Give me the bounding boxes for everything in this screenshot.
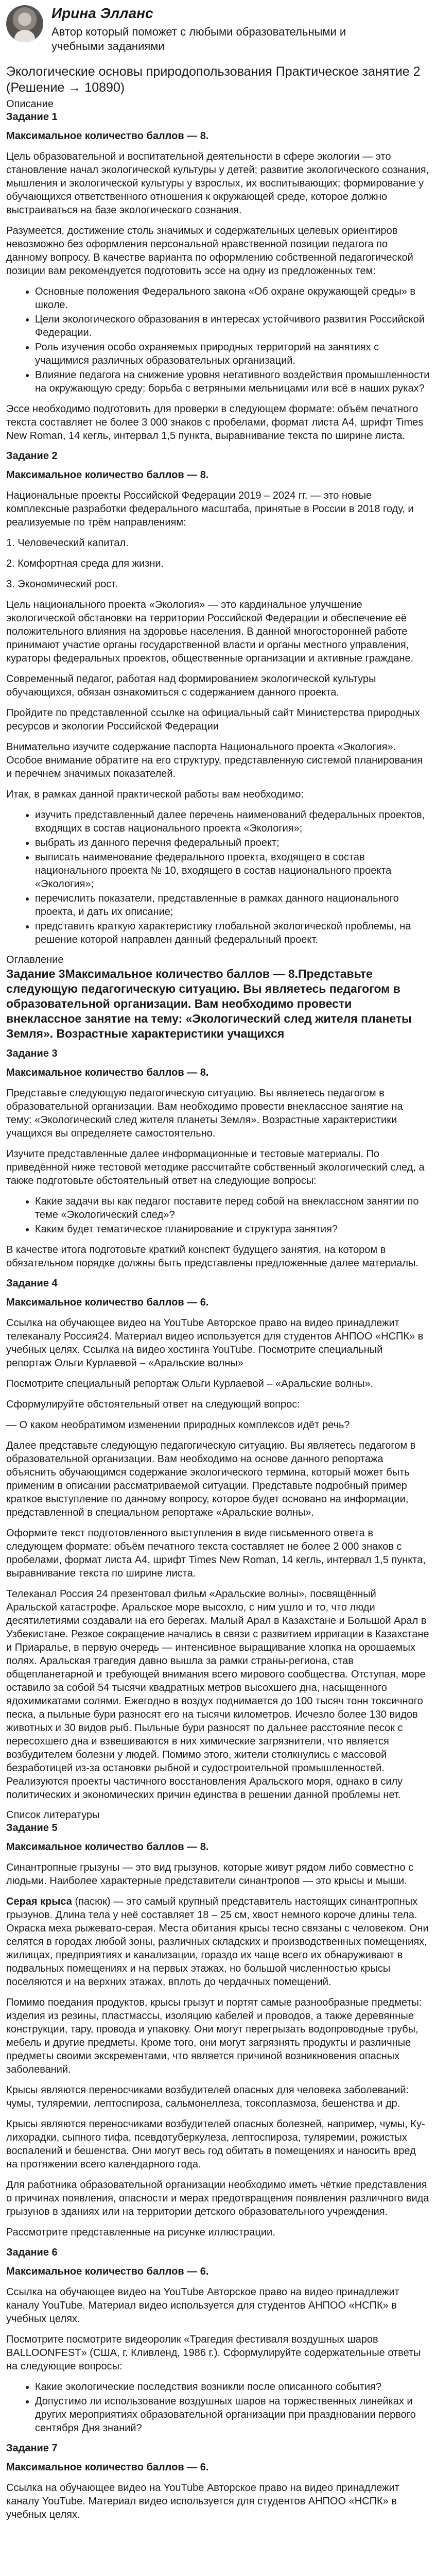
term-gray-rat: Серая крыса: [6, 1896, 72, 1907]
list-item: • перечислить показатели, представленные в рамках данного национального проекта, и дать их описание;: [35, 892, 430, 919]
task7-points: Максимальное количество баллов — 6.: [6, 2462, 209, 2473]
task4-paragraph-4: — О каком необратимом изменении природных комплексов идёт речь?: [6, 1419, 350, 1431]
task5-paragraph-4: Крысы являются переносчиками возбудителей опасных для человека заболеваний: чумы, туляремии, лептоспироза, сальмонеллеза, токсоплазмоза, бешенства и др.: [6, 2084, 409, 2109]
task3-summary-heading: Задание 3Максимальное количество баллов — 8.Представьте следующую педагогическую ситуацию. Вы являетесь педагогом в образовательной организации. Вам необходимо провести внеклассное занятие на тему: «Экологический след жителя планеты Земля». Возрастные характеристики учащихся: [6, 967, 412, 1040]
page-title: Экологические основы природопользования Практическое занятие 2 (Решение → 10890): [6, 64, 421, 95]
task6-heading: Задание 6: [6, 2247, 58, 2258]
list-item: • Влияние педагога на снижение уровня негативного воздействия промышленности на окружающую среду: борьба с ветряными мельницами или всё в наших руках?: [35, 368, 430, 395]
list-item: • изучить представленный далее перечень наименований федеральных проектов, входящих в состав национального проекта «Экология»;: [35, 808, 430, 835]
list-item: • выбрать из данного перечня федеральный проект;: [35, 836, 430, 850]
task5-paragraph-6: Для работника образовательной организации необходимо иметь чёткие представления о причинах появления, опасности и мерах предотвращения появления различного вида грызунов в зданиях или на территории детского образовательного учреждения.: [6, 2179, 429, 2217]
description-label: Описание: [6, 98, 54, 110]
task2-heading: Задание 2: [6, 450, 58, 462]
list-item: • Цели экологического образования в интересах устойчивого развития Российской Федерации.: [35, 313, 430, 340]
task3-points: Максимальное количество баллов — 8.: [6, 1067, 209, 1078]
task4-paragraph-6: Оформите текст подготовленного выступления в виде письменного ответа в следующем формате: объём печатного текста составляет не более 2 000 знаков с пробелами, формат листа А4, шрифт Times New Roman, 14 кегль, интервал 1,5 пункта, выравнивание текста по ширине листа.: [6, 1528, 426, 1579]
task3-question-list: [6, 1195, 430, 1236]
task2-direction-1: 1. Человеческий капитал.: [6, 537, 129, 549]
task5-paragraph-2: [6, 1895, 430, 1989]
author-info: [51, 5, 371, 54]
list-item: • представить краткую характеристику глобальной экологической проблемы, на решение которой направлен данный федеральный проект.: [35, 920, 430, 946]
task5-paragraph-7: Рассмотрите представленные на рисунке иллюстрации.: [6, 2227, 275, 2238]
task1-heading: Задание 1: [6, 111, 58, 123]
task2-paragraph-1: Национальные проекты Российской Федерации 2019 – 2024 гг. — это новые комплексные разработки федерального масштаба, принятые в России в 2018 году, и реализуемые по трём направлениям:: [6, 490, 414, 528]
task2-direction-3: 3. Экономический рост.: [6, 579, 118, 590]
task4-paragraph-1: Ссылка на обучающее видео на YouTube Авторское право на видео принадлежит телеканалу Россия24. Материал видео используется для студентов АНПОО «НСПК» в учебных целях. Ссылка на видео хостинга YouTube. Посмотрите специальный репортаж Ольги Курлаевой – «Аральские волны»: [6, 1317, 424, 1369]
task3-heading: Задание 3: [6, 1048, 58, 1059]
task4-paragraph-2: Посмотрите специальный репортаж Ольги Курлаевой – «Аральские волны».: [6, 1378, 374, 1389]
references-label[interactable]: Список литературы: [6, 1809, 100, 1821]
task2-paragraph-3: Современный педагог, работая над формированием экологической культуры обучающихся, обязан ознакомиться с содержанием данного проекта.: [6, 673, 376, 698]
task4-heading: Задание 4: [6, 1278, 58, 1289]
task5-paragraph-5: Крысы являются переносчиками возбудителей опасных болезней, например, чумы, Ку-лихорадки, сыпного тифа, псевдотуберкулеза, лептоспироза, туляремии, рожистых воспалений и бешенства. Они могут весь год обитать в помещениях и наносить вред на протяжении всего календарного года.: [6, 2119, 425, 2170]
author-description: Автор который поможет с любыми образовательными и учебными заданиями: [51, 25, 346, 53]
author-name[interactable]: Ирина Элланс: [51, 5, 153, 21]
list-item: • Какие задачи вы как педагог поставите перед собой на внеклассном занятии по теме «Экологический след»?: [35, 1195, 430, 1222]
task2-step-list: [6, 808, 430, 946]
task4-paragraph-7: Телеканал Россия 24 презентовал фильм «Аральские волны», посвящённый Аральской катастрофе. Аральское море высохло, с ним ушло и то, что люди десятилетиями создавали на его берегах. Малый Арал в Казахстане и Большой Арал в Узбекистане. Резкое сокращение начались в связи с развитием ирригации в Казахстане и Приаралье, в первую очередь — интенсивное выращивание хлопка на орошаемых полях. Аральская трагедия давно вышла за рамки страны-региона, став общепланетарной и требующей внимания всего мирового сообщества. Отступая, море оставило за собой 54 тысячи квадратных метров высохшего дна, насыщенного ядохимикатами солями. Ежегодно в воздух поднимается до 100 тысяч тонн токсичного песка, а пыльные бури разносят его на тысячи километров. Исчезло более 130 видов животных и 30 видов рыб. Пыльные бури разносят по дальнее расстояние песок с пересохшего дна и взвешиваются в них химические загрязнители, что является возбудителем болезни у людей. Помимо этого, жители столкнулись с массовой безработицей из-за остановки рыбной и судостроительной промышленностей. Реализуются проекты частичного восстановления Аральского моря, однако в силу политических и экономических причин единства в решении данной проблемы нет.: [6, 1588, 429, 1801]
task4-paragraph-5: Далее представьте следующую педагогическую ситуацию. Вы являетесь педагогом в образовательной организации. Вам необходимо на основе данного репортажа объяснить обучающимся содержание экологического термина, который может быть применим в описании рассматриваемой ситуации. Представьте подробный пример краткое выступление по данному вопросу, которое будет основано на информации, представленной в специальном репортаже «Аральские волны».: [6, 1440, 416, 1518]
list-item: • выписать наименование федерального проекта, входящего в состав национального проекта № 10, входящего в состав национального проекта «Экология»;: [35, 851, 430, 891]
task1-paragraph-1: Цель образовательной и воспитательной деятельности в сфере экологии — это становление начал экологической культуры у детей; развитие экологического сознания, мышления и экологической культуры у взрослых, их воспитывающих; формирование у обучающихся ответственного отношения к окружающей среде, которое должно выстраиваться на базе экологического сознания.: [6, 151, 429, 216]
task2-paragraph-6: Итак, в рамках данной практической работы вам необходимо:: [6, 789, 304, 800]
task1-paragraph-3: Эссе необходимо подготовить для проверки в следующем формате: объём печатного текста составляет не более 3 000 знаков с пробелами, формат листа А4, шрифт Times New Roman, 14 кегль, интервал 1,5 пункта, выравнивание текста по ширине листа.: [6, 403, 424, 442]
task2-paragraph-5: Внимательно изучите содержание паспорта Национального проекта «Экология». Особое внимание обратите на его структуру, представленную системой планирования и перечнем значимых показателей.: [6, 741, 423, 779]
list-item: • Какие экологические последствия возникли после описанного события?: [35, 2380, 430, 2394]
task6-question-list: [6, 2380, 430, 2435]
task7-paragraph-1: Ссылка на обучающее видео на YouTube Авторское право на видео принадлежит каналу YouTube. Материал видео используется для студентов АНПОО «НСПК» в учебных целях.: [6, 2482, 399, 2520]
list-item: • Каким будет тематическое планирование и структура занятия?: [35, 1223, 430, 1236]
task2-paragraph-4: Пройдите по представленной ссылке на официальный сайт Министерства природных ресурсов и экологии Российской Федерации: [6, 707, 420, 732]
table-of-contents-label[interactable]: Оглавление: [6, 954, 64, 965]
task3-paragraph-3: В качестве итога подготовьте краткий конспект будущего занятия, на котором в обязательном порядке должны быть представлены предложенные далее материалы.: [6, 1244, 418, 1269]
task4-points: Максимальное количество баллов — 6.: [6, 1297, 209, 1308]
task2-paragraph-2: Цель национального проекта «Экология» — это кардинальное улучшение экологической обстановки на территории Российской Федерации и обеспечение её положительного влияния на здоровье населения. В данной многосторонней работе принимают участие органы государственной власти и органы местного управления, кураторы федеральных проектов, общественные организации и активные граждане.: [6, 599, 414, 664]
author-block: [6, 5, 430, 54]
task2-direction-2: 2. Комфортная среда для жизни.: [6, 558, 164, 569]
task7-heading: Задание 7: [6, 2443, 58, 2454]
task6-points: Максимальное количество баллов — 6.: [6, 2266, 209, 2277]
task2-points: Максимальное количество баллов — 8.: [6, 469, 209, 481]
task1-topic-list: [6, 285, 430, 395]
task5-heading: Задание 5: [6, 1822, 58, 1834]
task3-paragraph-2: Изучите представленные далее информационные и тестовые материалы. По приведённой ниже тестовой методике рассчитайте собственный экологический след, а также подготовьте обстоятельный ответ на следующие вопросы:: [6, 1148, 425, 1187]
task5-points: Максимальное количество баллов — 8.: [6, 1841, 209, 1853]
list-item: • Допустимо ли использование воздушных шаров на торжественных линейках и других мероприятиях образовательной организации при праздновании первого сентября Дня знаний?: [35, 2395, 430, 2435]
task5-paragraph-1: Синантропные грызуны — это вид грызунов, которые живут рядом либо совместно с людьми. Наиболее характерные представители синантропов — это крысы и мыши.: [6, 1862, 414, 1887]
list-item: • Основные положения Федерального закона «Об охране окружающей среды» в школе.: [35, 285, 430, 312]
author-avatar[interactable]: [6, 5, 43, 42]
task3-paragraph-1: Представьте следующую педагогическую ситуацию. Вы являетесь педагогом в образовательной организации. Вам необходимо провести внеклассное занятие на тему: «Экологический след жителя планеты Земля». Возрастные характеристики учащихся вы определяете самостоятельно.: [6, 1088, 403, 1139]
task1-paragraph-2: Разумеется, достижение столь значимых и содержательных целевых ориентиров невозможно без оформления персональной нравственной позиции педагога по данному вопросу. В качестве варианта по оформлению собственной педагогической позиции вам рекомендуется подготовить эссе на одну из предложенных тем:: [6, 225, 413, 277]
task4-paragraph-3: Сформулируйте обстоятельный ответ на следующий вопрос:: [6, 1399, 300, 1410]
task6-paragraph-1: Ссылка на обучающее видео на YouTube Авторское право на видео принадлежит каналу YouTube. Материал видео используется для студентов АНПОО «НСПК» в учебных целях.: [6, 2286, 399, 2325]
task6-paragraph-2: Посмотрите посмотрите видеоролик «Трагедия фестиваля воздушных шаров BALLOONFEST» (США, г. Кливленд, 1986 г.). Сформулируйте содержательные ответы на следующие вопросы:: [6, 2334, 421, 2372]
task5-paragraph-2-text: (пасюк) — это самый крупный представитель настоящих синантропных грызунов. Длина тела у неё составляет 18 – 25 см, хвост немного короче длины тела. Окраска меха рыжевато-серая. Места обитания крысы тесно связаны с человеком. Они селятся в городах любой зоны, различных складских и производственных помещениях, жилищах, предприятиях и канализации, гораздо их чаще всего их обнаруживают в подвальных помещениях и на первых этажах, но большой численностью крысы поселяются и на верхних этажах, вплоть до чердачных помещений.: [6, 1896, 429, 1988]
list-item: • Роль изучения особо охраняемых природных территорий на занятиях с учащимися различных образовательных организаций.: [35, 341, 430, 367]
task5-paragraph-3: Помимо поедания продуктов, крысы грызут и портят самые разнообразные предметы: изделия из резины, пластмассы, изоляцию кабелей и проводов, а также деревянные конструкции, тару, провода и упаковку. Они могут перегрызать водопроводные трубы, мебель и другие предметы. Кроме того, они могут загрязнять продукты и различные предметы своими экскрементами, что является причиной возникновения опасных заболеваний.: [6, 1997, 422, 2075]
task1-points: Максимальное количество баллов — 8.: [6, 130, 209, 142]
